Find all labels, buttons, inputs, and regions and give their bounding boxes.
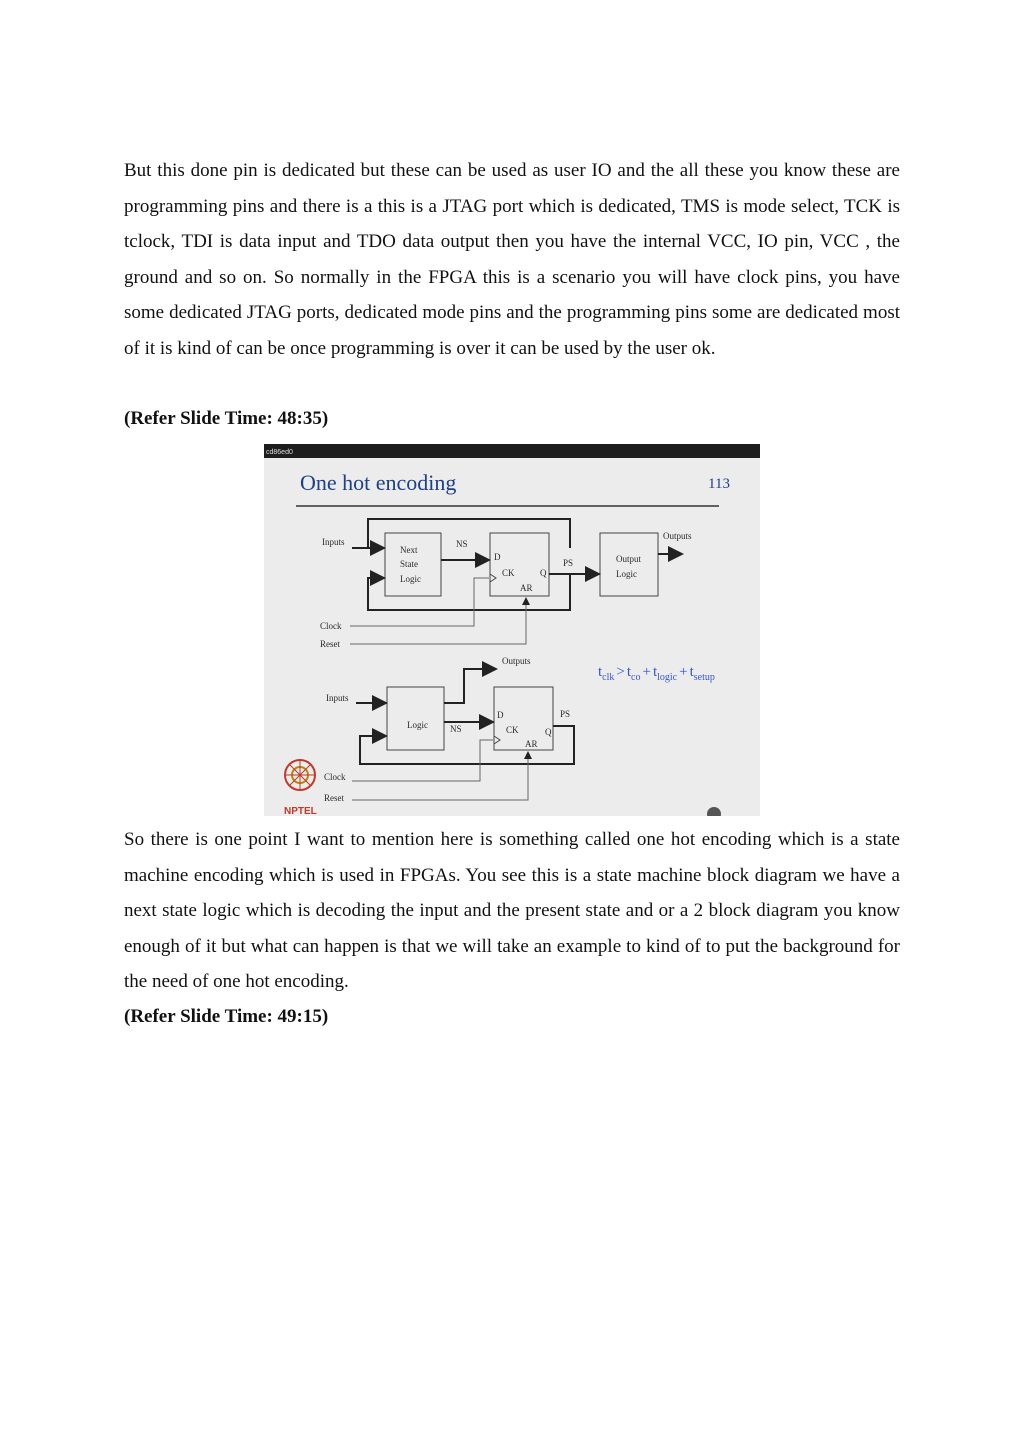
bottom-inputs-label: Inputs (326, 693, 349, 703)
output-logic-block (600, 533, 658, 596)
top-reset-label: Reset (320, 639, 340, 649)
nptel-logo (284, 760, 317, 816)
top-ns-label: NS (456, 539, 468, 549)
top-clock-label: Clock (320, 621, 342, 631)
next-state-logic-line3: Logic (400, 574, 421, 584)
video-top-bar (264, 444, 760, 458)
top-d-label: D (494, 552, 501, 562)
nptel-logo-text: NPTEL (284, 806, 317, 816)
paragraph-one-hot-encoding: So there is one point I want to mention here is something called one hot encoding which is a state machine encoding which is used in FPGAs. You see this is a state machine block diagram we have a next state logic which is decoding the input and the present state and or a 2 block diagram you know enough of it but what can happen is that we will take an example to kind of to put the background for the need of one hot encoding. (124, 829, 900, 992)
top-state-machine-diagram (320, 519, 692, 649)
bottom-reset-label: Reset (324, 793, 344, 803)
top-q-label: Q (540, 568, 547, 578)
slide-number: 113 (708, 476, 730, 492)
output-logic-line1: Output (616, 554, 642, 564)
bottom-ar-label: AR (525, 739, 538, 749)
output-logic-line2: Logic (616, 569, 637, 579)
top-inputs-label: Inputs (322, 537, 345, 547)
top-outputs-label: Outputs (663, 531, 692, 541)
next-state-logic-line2: State (400, 559, 418, 569)
corner-id: cd86ed0 (266, 449, 293, 456)
bottom-state-machine-diagram (324, 656, 574, 803)
next-state-logic-line1: Next (400, 545, 418, 555)
slide-diagram (264, 444, 760, 816)
bottom-d-label: D (497, 710, 504, 720)
paragraph-programming-pins: But this done pin is dedicated but these can be used as user IO and the all these you know these are programming pins and there is a this is a JTAG port which is dedicated, TMS is mode select, TCK is tclock, TDI is data input and TDO data output then you have the internal VCC, IO pin, VCC , the ground and so on. So normally in the FPGA this is a scenario you will have clock pins, you have some dedicated JTAG ports, dedicated mode pins and the programming pins some are dedicated most of it is kind of can be once programming is over it can be used by the user ok. (124, 160, 900, 359)
bottom-ck-label: CK (506, 725, 519, 735)
slide-title: One hot encoding (300, 470, 457, 495)
bottom-outputs-label: Outputs (502, 656, 531, 666)
bottom-ps-label: PS (560, 709, 571, 719)
slide-image-one-hot-encoding (264, 444, 760, 816)
top-ck-label: CK (502, 568, 515, 578)
refer-slide-time-2: (Refer Slide Time: 49:15) (124, 1006, 329, 1027)
bottom-clock-label: Clock (324, 772, 346, 782)
bottom-q-label: Q (545, 727, 552, 737)
logic-block (387, 687, 444, 750)
timing-formula: $t_{clk} > t_{co} + t_{logic} + t_{setup}$ (598, 664, 715, 683)
top-ar-label: AR (520, 583, 533, 593)
corner-emblem (707, 807, 721, 816)
bottom-ns-label: NS (450, 724, 462, 734)
refer-slide-time-1: (Refer Slide Time: 48:35) (124, 408, 329, 429)
logic-label: Logic (407, 720, 428, 730)
top-ps-label: PS (563, 558, 574, 568)
